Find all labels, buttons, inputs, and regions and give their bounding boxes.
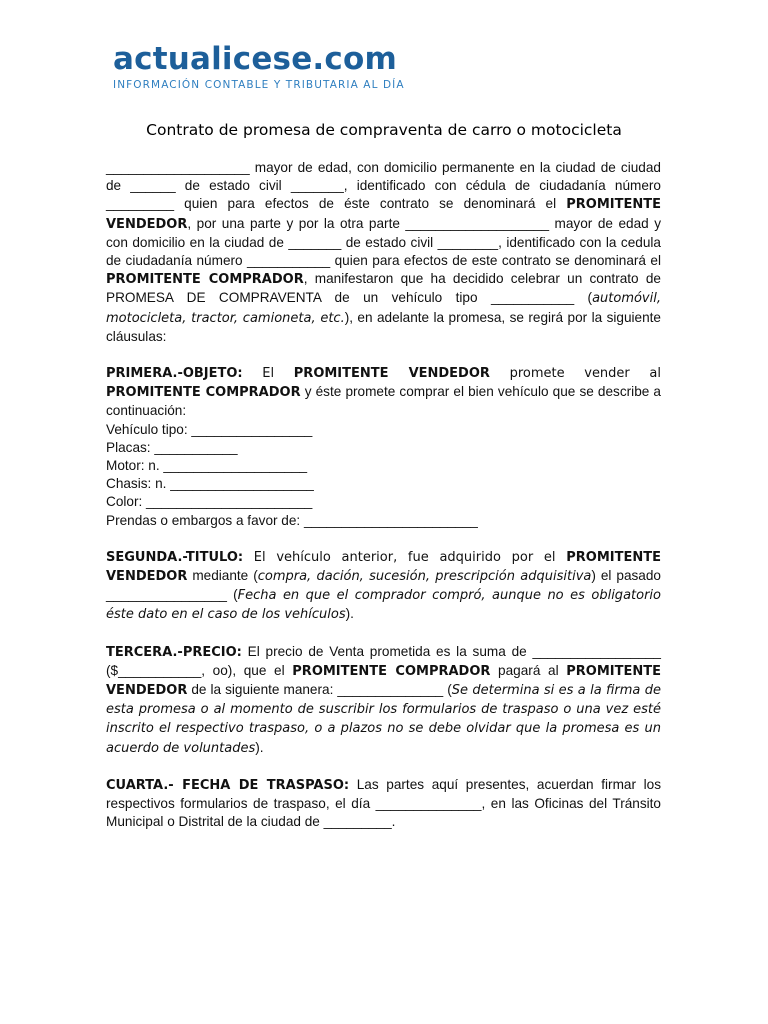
intro-text-4: ), en adelante la promesa, se regirá por la siguiente cláusulas: (106, 309, 661, 344)
clause-cuarta-heading: CUARTA.- FECHA DE TRASPASO: (106, 777, 350, 793)
clause-segunda: SEGUNDA.-TITULO: El vehículo anterior, fue adquirido por el PROMITENTE VENDEDOR mediante (compra, dación, sucesión, prescripción adquisitiva) el pasado ________________ (Fecha en que el comprador compró, aunque no es obligatorio éste dato en el caso de los vehículos). (106, 549, 661, 623)
clause-segunda-heading: SEGUNDA.-TITULO: (106, 549, 244, 565)
field-liens: Prendas o embargos a favor de: _______________________ (106, 512, 478, 528)
segunda-date-note: Fecha en que el comprador compró, aunque no es obligatorio éste dato en el caso de los vehículos (106, 588, 661, 623)
intro-vehicle-types: automóvil, motocicleta, tractor, camioneta, etc. (106, 291, 661, 326)
field-vehicle-type: Vehículo tipo: ________________ (106, 421, 313, 437)
clause-cuarta: CUARTA.- FECHA DE TRASPASO: Las partes aquí presentes, acuerdan firmar los respectivos formularios de traspaso, el día ______________, en las Oficinas del Tránsito Municipal o Distrital de la ciudad de _________. (106, 776, 661, 830)
intro-seller-term: PROMITENTE VENDEDOR (106, 197, 661, 232)
brand-logo (113, 40, 405, 92)
brand-name: actualicese.com (113, 41, 397, 77)
field-motor: Motor: n. ___________________ (106, 458, 308, 474)
intro-buyer-term: PROMITENTE COMPRADOR (106, 272, 304, 288)
clause-primera-heading: PRIMERA.-OBJETO: (106, 366, 243, 382)
primera-buyer-term: PROMITENTE COMPRADOR (106, 385, 301, 401)
primera-seller-term: PROMITENTE VENDEDOR (293, 366, 490, 382)
tercera-buyer-term: PROMITENTE COMPRADOR (292, 663, 491, 679)
document-body (106, 159, 661, 832)
intro-text-2: , por una parte y por la otra parte ___________________ mayor de edad y con domicilio en la ciudad de _______ de estado civil ________, identificado con la cedula de ciudadanía número ___________ quien para efectos de este contrato se denominará el (106, 215, 661, 269)
document-title: Contrato de promesa de compraventa de carro o motocicleta (146, 121, 622, 139)
intro-paragraph (106, 159, 661, 346)
segunda-acquisition-modes: compra, dación, sucesión, prescripción adquisitiva (257, 569, 592, 585)
field-color: Color: ______________________ (106, 494, 313, 510)
clause-tercera: TERCERA.-PRECIO: El precio de Venta prometida es la suma de _________________ ($___________, oo), que el PROMITENTE COMPRADOR pagará al PROMITENTE VENDEDOR de la siguiente manera: ______________ (Se determina si es a la firma de esta promesa o al momento de suscribir los formularios de traspaso o una vez esté inscrito el respectivo traspaso, o a plazos no se debe olvidar que la promesa es un acuerdo de voluntades). (106, 643, 662, 756)
tercera-payment-note: Se determina si es a la firma de esta promesa o al momento de suscribir los formularios de traspaso o una vez esté inscrito el respectivo traspaso, o a plazos no se debe olvidar que la promesa es un acuerdo de voluntades (106, 683, 662, 756)
field-chassis: Chasis: n. ___________________ (106, 476, 314, 492)
clause-primera: PRIMERA.-OBJETO: El PROMITENTE VENDEDOR promete vender al PROMITENTE COMPRADOR y éste promete comprar el bien vehículo que se describe a continuación: (106, 366, 661, 419)
field-plates: Placas: ___________ (106, 439, 238, 455)
intro-text-3: , manifestaron que ha decidido celebrar un contrato de PROMESA DE COMPRAVENTA de un vehículo tipo ___________ ( (106, 271, 661, 306)
tercera-seller-term: PROMITENTE VENDEDOR (106, 663, 661, 699)
segunda-seller-term: PROMITENTE VENDEDOR (106, 549, 661, 585)
intro-text-1: ___________________ mayor de edad, con domicilio permanente en la ciudad de ciudad de ______ de estado civil _______, identificado con cédula de ciudadanía número _________ quien para efectos de éste contrato se denominará el (106, 160, 661, 212)
clause-tercera-heading: TERCERA.-PRECIO: (106, 644, 242, 660)
brand-tagline: INFORMACIÓN CONTABLE Y TRIBUTARIA AL DÍA (113, 79, 405, 91)
